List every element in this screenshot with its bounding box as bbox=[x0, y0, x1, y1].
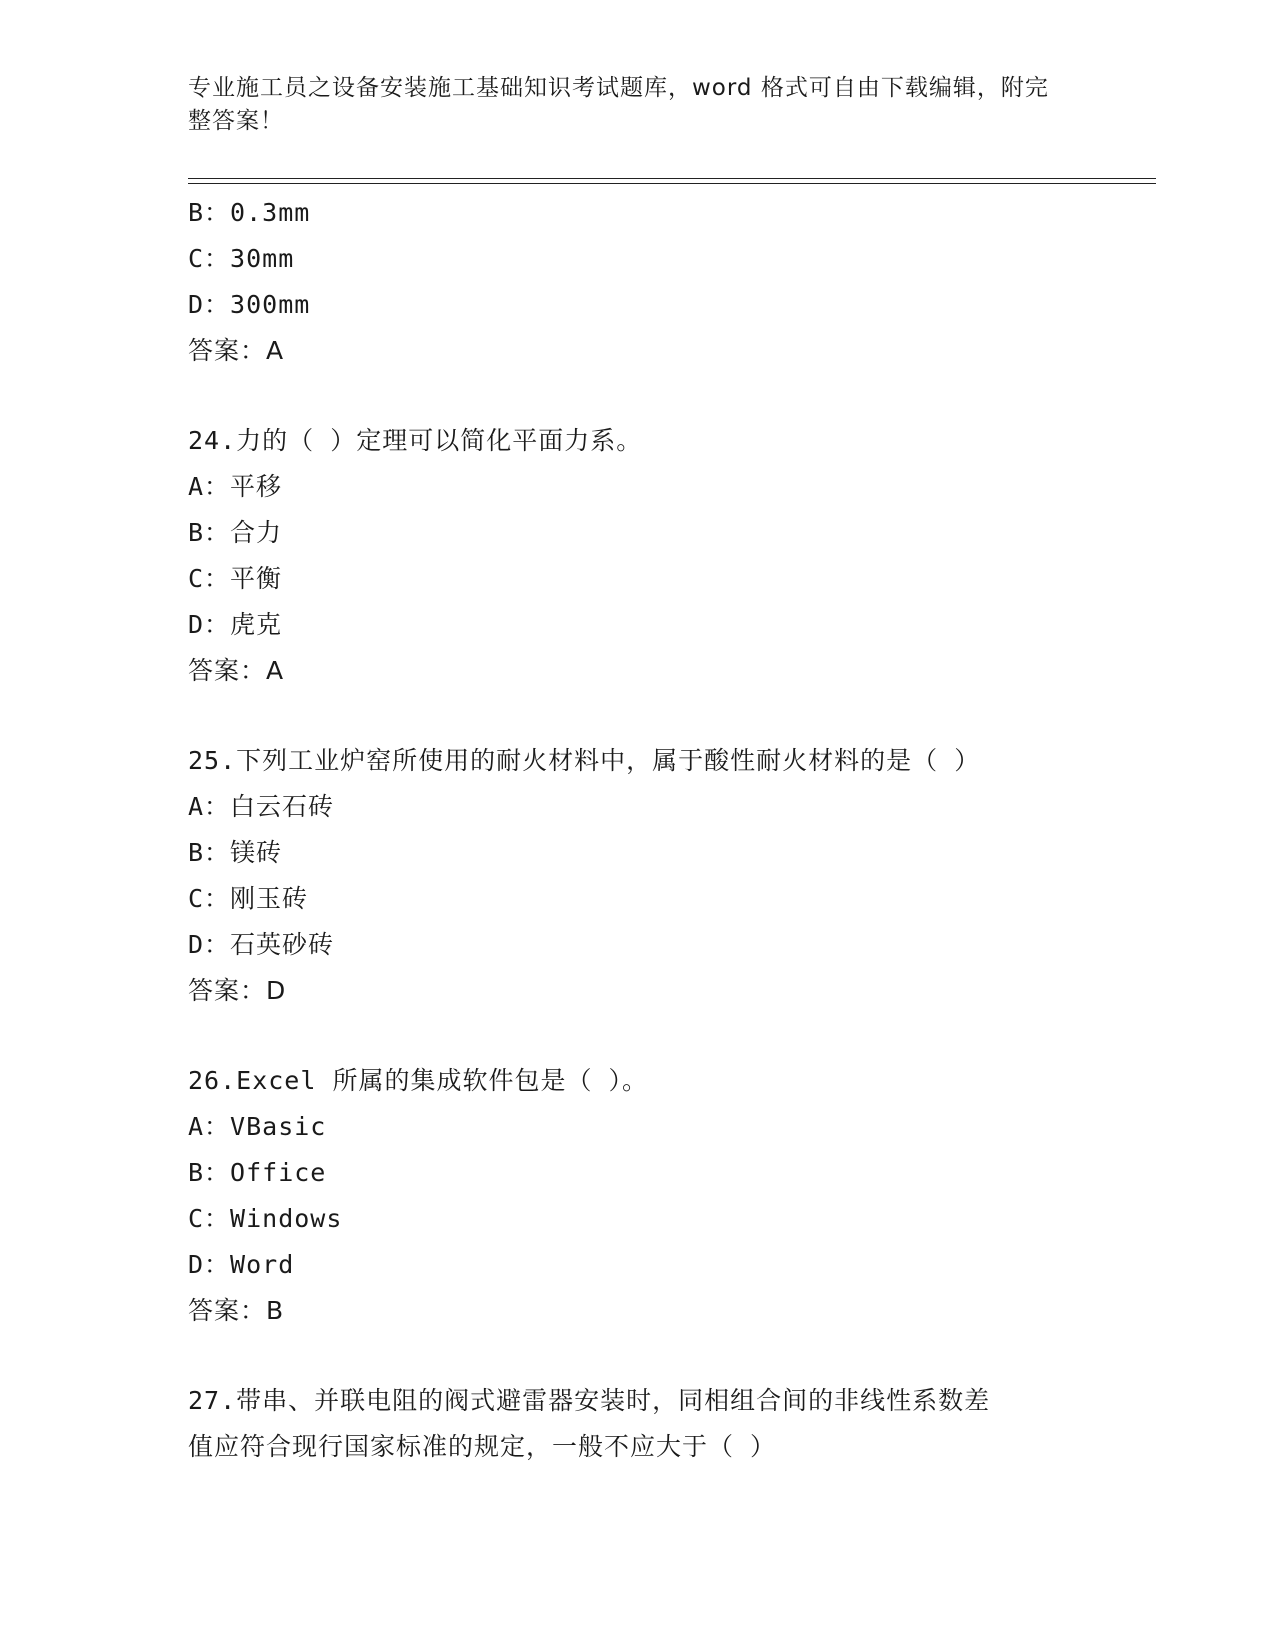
option-c: C：30mm bbox=[188, 244, 295, 273]
header-line-2: 整答案！ bbox=[188, 108, 284, 134]
option-b: B：Office bbox=[188, 1158, 327, 1187]
answer-line: 答案：B bbox=[188, 1296, 285, 1325]
answer-line: 答案：A bbox=[188, 336, 285, 365]
header-divider-top bbox=[188, 178, 1156, 179]
question-stem: 26.Excel 所属的集成软件包是（ ）。 bbox=[188, 1066, 649, 1095]
option-c: C：Windows bbox=[188, 1204, 343, 1233]
option-d: D：虎克 bbox=[188, 610, 283, 639]
header-divider-bottom bbox=[188, 183, 1156, 184]
header-line-1: 专业施工员之设备安装施工基础知识考试题库，word 格式可自由下载编辑，附完 bbox=[188, 75, 1049, 101]
option-b: B：镁砖 bbox=[188, 838, 283, 867]
option-c: C：刚玉砖 bbox=[188, 884, 309, 913]
option-c: C：平衡 bbox=[188, 564, 283, 593]
option-a: A：平移 bbox=[188, 472, 283, 501]
question-list bbox=[188, 190, 1088, 1470]
question-27 bbox=[188, 1378, 1088, 1470]
question-stem: 24.力的（ ）定理可以简化平面力系。 bbox=[188, 426, 643, 455]
question-stem-line-1: 27.带串、并联电阻的阀式避雷器安装时，同相组合间的非线性系数差 bbox=[188, 1386, 991, 1415]
option-a: A：白云石砖 bbox=[188, 792, 335, 821]
option-d: D：石英砂砖 bbox=[188, 930, 335, 959]
document-header bbox=[188, 72, 1068, 138]
question-24 bbox=[188, 418, 1088, 694]
option-b: B：合力 bbox=[188, 518, 283, 547]
option-a: A：VBasic bbox=[188, 1112, 327, 1141]
question-26 bbox=[188, 1058, 1088, 1334]
option-d: D：300mm bbox=[188, 290, 311, 319]
answer-line: 答案：A bbox=[188, 656, 285, 685]
question-stem: 25.下列工业炉窑所使用的耐火材料中，属于酸性耐火材料的是（ ） bbox=[188, 746, 981, 775]
question-23 bbox=[188, 190, 1088, 374]
question-stem-line-2: 值应符合现行国家标准的规定，一般不应大于（ ） bbox=[188, 1432, 777, 1461]
option-b: B：0.3mm bbox=[188, 198, 311, 227]
option-d: D：Word bbox=[188, 1250, 295, 1279]
question-25 bbox=[188, 738, 1088, 1014]
answer-line: 答案：D bbox=[188, 976, 287, 1005]
